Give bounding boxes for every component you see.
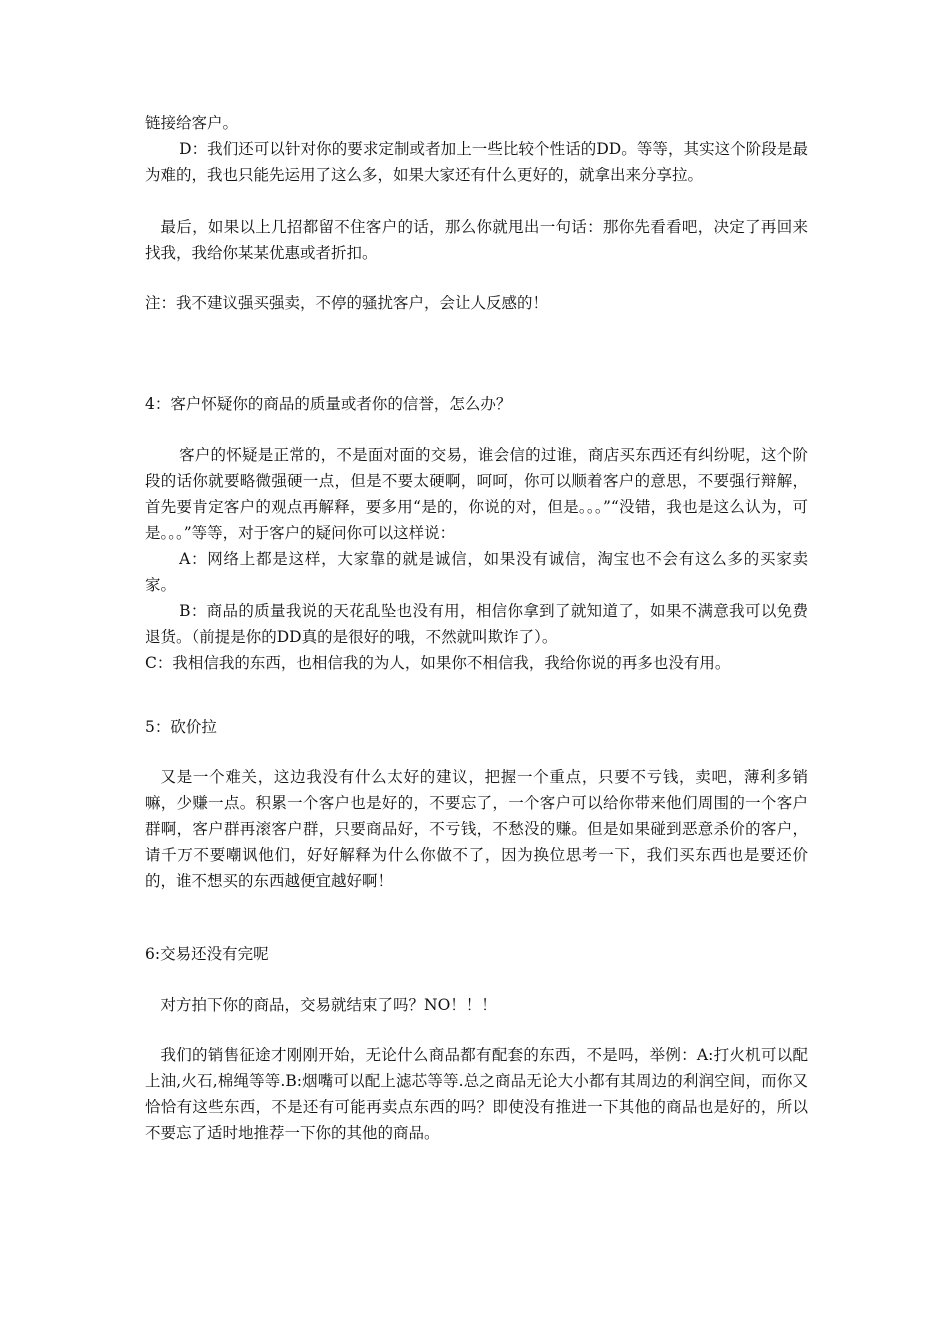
section-6-body	[145, 1042, 808, 1146]
section-6-heading: 6:交易还没有完呢	[145, 945, 269, 963]
paragraph-option-b: B：商品的质量我说的天花乱坠也没有用，相信你拿到了就知道了，如果不满意我可以免费退货。（前提是你的DD真的是很好的哦，不然就叫欺诈了）。	[145, 602, 808, 646]
paragraph: 又是一个难关，这边我没有什么太好的建议，把握一个重点，只要不亏钱，卖吧，薄利多销嘛，少赚一点。积累一个客户也是好的，不要忘了，一个客户可以给你带来他们周围的一个客户群啊，客户群再滚客户群，只要商品好，不亏钱，不愁没的赚。但是如果碰到恶意杀价的客户，请千万不要嘲讽他们，好好解释为什么你做不了，因为换位思考一下，我们买东西也是要还价的，谁不想买的东西越便宜越好啊！	[145, 768, 808, 890]
paragraph: 客户的怀疑是正常的，不是面对面的交易，谁会信的过谁，商店买东西还有纠纷呢，这个阶段的话你就要略微强硬一点，但是不要太硬啊，呵呵，你可以顺着客户的意思，不要强行辩解，首先要肯定客户的观点再解释，要多用“是的，你说的对，但是。。。”“没错，我也是这么认为，可是。。。”等等，对于客户的疑问你可以这样说：	[145, 446, 808, 542]
section-3-continued	[145, 110, 808, 188]
paragraph-option-c: C：我相信我的东西，也相信我的为人，如果你不相信我，我给你说的再多也没有用。	[145, 654, 731, 672]
paragraph: 最后，如果以上几招都留不住客户的话，那么你就甩出一句话：那你先看看吧，决定了再回来找我，我给你某某优惠或者折扣。	[145, 218, 808, 262]
paragraph: 链接给客户。	[145, 114, 239, 132]
paragraph: 对方拍下你的商品，交易就结束了吗？NO！！！	[160, 996, 497, 1014]
section-4-heading: 4：客户怀疑你的商品的质量或者你的信誉，怎么办？	[145, 395, 512, 413]
section-5-heading: 5：砍价拉	[145, 718, 217, 736]
section-4-body	[145, 442, 808, 676]
paragraph: 注：我不建议强买强卖，不停的骚扰客户，会让人反感的！	[145, 294, 549, 312]
paragraph-option-a: A：网络上都是这样，大家靠的就是诚信，如果没有诚信，淘宝也不会有这么多的买家卖家。	[145, 550, 808, 594]
paragraph-last-resort	[145, 214, 808, 266]
paragraph: 我们的销售征途才刚刚开始，无论什么商品都有配套的东西，不是吗，举例：A:打火机可以配上油,火石,棉绳等等.B:烟嘴可以配上滤芯等等.总之商品无论大小都有其周边的利润空间，而你又恰恰有这些东西，不是还有可能再卖点东西的吗？即使没有推进一下其他的商品也是好的，所以不要忘了适时地推荐一下你的其他的商品。	[145, 1046, 808, 1142]
paragraph-option-d: D：我们还可以针对你的要求定制或者加上一些比较个性话的DD。等等，其实这个阶段是最为难的，我也只能先运用了这么多，如果大家还有什么更好的，就拿出来分享拉。	[145, 140, 808, 184]
note-paragraph	[145, 290, 808, 316]
section-5-body	[145, 764, 808, 894]
section-6-intro	[145, 992, 808, 1018]
